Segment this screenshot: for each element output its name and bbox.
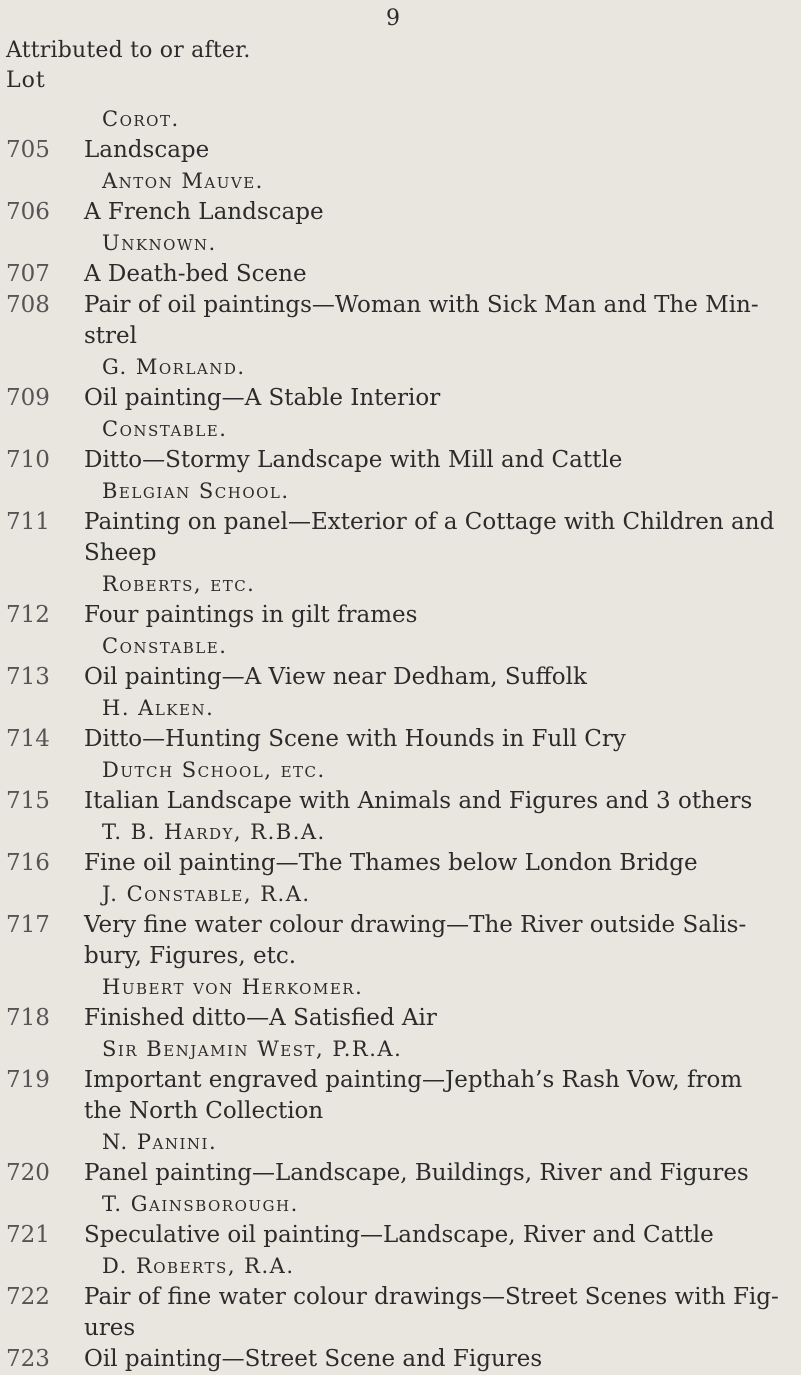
lot-description: A Death-bed Scene (84, 261, 307, 287)
lot-description: Italian Landscape with Animals and Figures and 3 others (84, 788, 753, 814)
lot-number: 706 (6, 199, 50, 225)
lot-entry (0, 507, 801, 569)
artist-name: Anton Mauve. (102, 169, 264, 193)
lot-entry (0, 135, 801, 166)
artist-name: N. Panini. (102, 1130, 218, 1154)
lot-number: 707 (6, 261, 50, 287)
lot-entry (0, 910, 801, 972)
lot-number: 722 (6, 1284, 50, 1310)
lot-description: Panel painting—Landscape, Buildings, River and Figures (84, 1160, 749, 1186)
lot-number: 718 (6, 1005, 50, 1031)
lot-description: Ditto—Hunting Scene with Hounds in Full Cry (84, 726, 626, 752)
lot-description: Very fine water colour drawing—The River outside Salis-bury, Figures, etc. (84, 912, 747, 969)
artist-name: G. Morland. (102, 355, 246, 379)
lot-description: Ditto—Stormy Landscape with Mill and Cattle (84, 447, 623, 473)
artist-name: Constable. (102, 417, 228, 441)
lot-entry (0, 600, 801, 631)
lot-number: 723 (6, 1346, 50, 1372)
lot-number: 711 (6, 509, 50, 535)
lot-description: Landscape (84, 137, 210, 163)
lot-entry (0, 1003, 801, 1034)
artist-name: H. Alken. (102, 696, 215, 720)
artist-name: Constable. (102, 634, 228, 658)
lot-column-label: Lot (6, 68, 46, 93)
lot-entry (0, 1065, 801, 1127)
lot-number: 720 (6, 1160, 50, 1186)
artist-name: T. Gainsborough. (102, 1192, 299, 1216)
lot-entry (0, 445, 801, 476)
lot-entry (0, 1282, 801, 1344)
artist-name: Roberts, etc. (102, 572, 256, 596)
page-number: 9 (386, 6, 400, 31)
lot-description: Painting on panel—Exterior of a Cottage with Children and Sheep (84, 509, 775, 566)
lot-number: 710 (6, 447, 50, 473)
lot-number: 719 (6, 1067, 50, 1093)
artist-name: Belgian School. (102, 479, 290, 503)
lot-number: 715 (6, 788, 50, 814)
lot-number: 713 (6, 664, 50, 690)
lot-number: 714 (6, 726, 50, 752)
artist-name: D. Roberts, R.A. (102, 1254, 295, 1278)
lot-description: Finished ditto—A Satisfied Air (84, 1005, 437, 1031)
artist-name: Corot. (102, 107, 180, 131)
lot-entry (0, 848, 801, 879)
lot-number: 705 (6, 137, 50, 163)
lot-description: Pair of oil paintings—Woman with Sick Man and The Min-strel (84, 292, 759, 349)
lot-entry (0, 1158, 801, 1189)
artist-name: Unknown. (102, 231, 217, 255)
artist-name: J. Constable, R.A. (102, 882, 311, 906)
lot-entry (0, 290, 801, 352)
lot-number: 716 (6, 850, 50, 876)
lot-description: A French Landscape (84, 199, 324, 225)
lot-description: Oil painting—A Stable Interior (84, 385, 441, 411)
artist-name: Sir Benjamin West, P.R.A. (102, 1037, 403, 1061)
lot-number: 708 (6, 292, 50, 318)
lot-list (0, 104, 801, 1375)
lot-description: Fine oil painting—The Thames below London Bridge (84, 850, 698, 876)
lot-description: Oil painting—A View near Dedham, Suffolk (84, 664, 587, 690)
lot-entry (0, 724, 801, 755)
lot-entry (0, 383, 801, 414)
lot-entry (0, 786, 801, 817)
artist-name: T. B. Hardy, R.B.A. (102, 820, 326, 844)
lot-description: Speculative oil painting—Landscape, River and Cattle (84, 1222, 714, 1248)
artist-name: Hubert von Herkomer. (102, 975, 364, 999)
lot-description: Important engraved painting—Jepthah’s Rash Vow, from the North Collection (84, 1067, 743, 1124)
artist-name: Dutch School, etc. (102, 758, 326, 782)
lot-number: 717 (6, 912, 50, 938)
section-heading: Attributed to or after. (6, 38, 251, 63)
lot-entry (0, 662, 801, 693)
lot-entry (0, 197, 801, 228)
lot-number: 721 (6, 1222, 50, 1248)
lot-entry (0, 1220, 801, 1251)
lot-description: Pair of fine water colour drawings—Street Scenes with Fig-ures (84, 1284, 779, 1341)
lot-number: 712 (6, 602, 50, 628)
lot-description: Four paintings in gilt frames (84, 602, 418, 628)
lot-number: 709 (6, 385, 50, 411)
lot-entry (0, 1344, 801, 1375)
lot-description: Oil painting—Street Scene and Figures (84, 1346, 543, 1372)
lot-entry (0, 259, 801, 290)
